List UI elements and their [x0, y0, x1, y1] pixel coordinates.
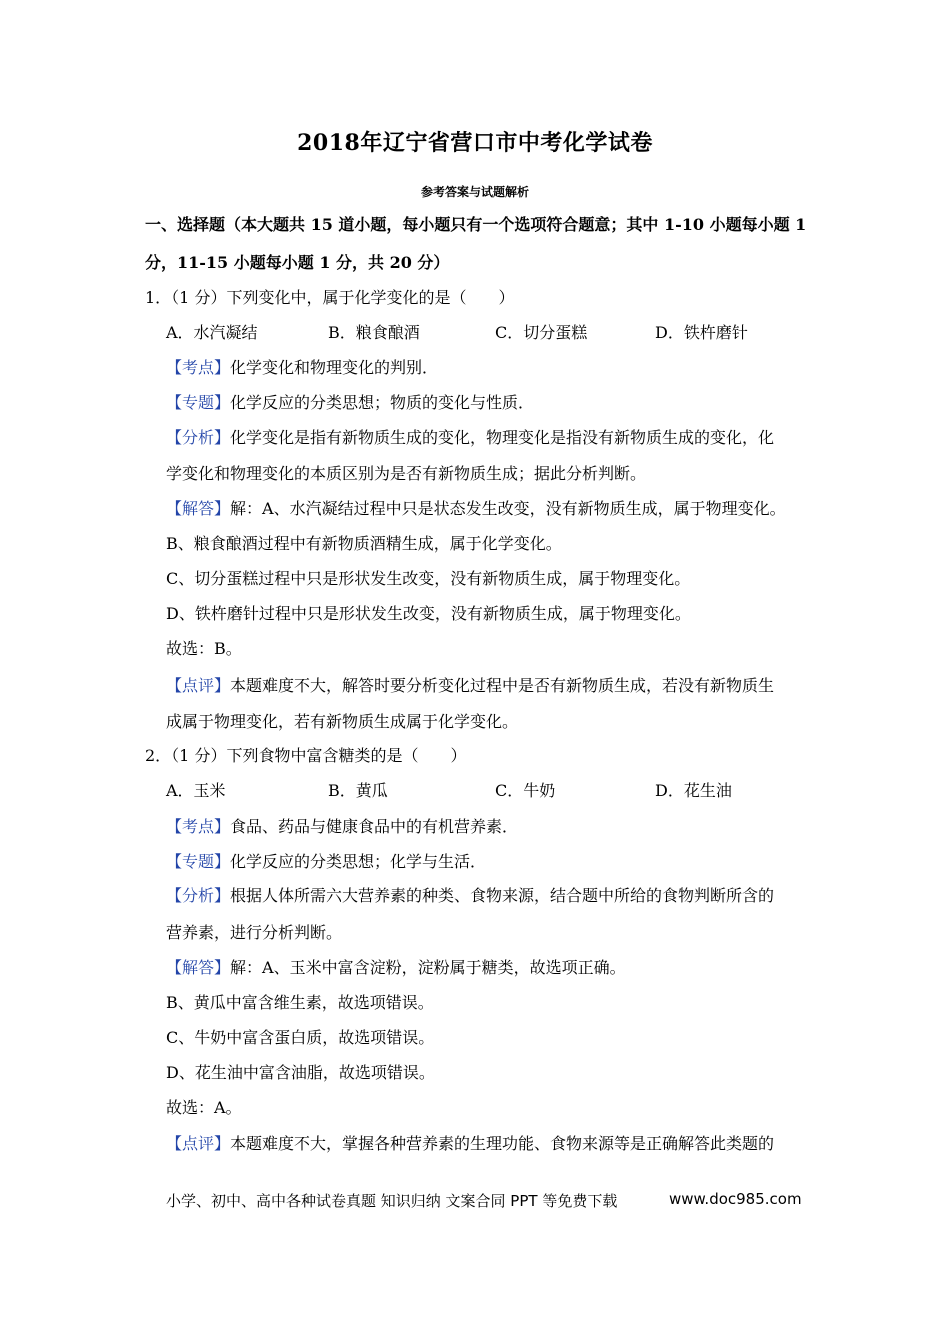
- page-title: 2018年辽宁省营口市中考化学试卷: [297, 130, 653, 156]
- zhuanti-tag: 【专题】: [166, 393, 231, 412]
- zhuanti-text: 化学反应的分类思想；物质的变化与性质．: [230, 393, 535, 412]
- question-1-option-a: A．水汽凝结: [166, 323, 258, 342]
- question-2-jieda-c: C、牛奶中富含蛋白质，故选项错误。: [166, 1028, 435, 1047]
- question-1-zhuanti: [166, 393, 534, 413]
- jieda-tag: 【解答】: [166, 958, 231, 977]
- question-1-jieda-c: C、切分蛋糕过程中只是形状发生改变，没有新物质生成，属于物理变化。: [166, 569, 691, 588]
- zhuanti-tag: 【专题】: [166, 852, 231, 871]
- question-2-stem: 2．（1 分）下列食物中富含糖类的是（ ）: [145, 746, 467, 765]
- jieda-text: 解：A、玉米中富含淀粉，淀粉属于糖类，故选项正确。: [230, 958, 626, 977]
- dianping-text: 本题难度不大，解答时要分析变化过程中是否有新物质生成，若没有新物质生: [230, 676, 775, 695]
- jieda-tag: 【解答】: [166, 499, 231, 518]
- fenxi-tag: 【分析】: [166, 886, 231, 905]
- question-1-dianping-cont: 成属于物理变化，若有新物质生成属于化学变化。: [166, 712, 519, 731]
- page-subtitle: 参考答案与试题解析: [420, 185, 529, 199]
- dianping-tag: 【点评】: [166, 676, 231, 695]
- question-2-kaodian: [166, 817, 518, 837]
- fenxi-tag: 【分析】: [166, 428, 231, 447]
- question-2-jieda-d: D、花生油中富含油脂，故选项错误。: [166, 1063, 435, 1082]
- question-2-fenxi-cont: 营养素，进行分析判断。: [166, 923, 343, 942]
- question-1-jieda-d: D、铁杵磨针过程中只是形状发生改变，没有新物质生成，属于物理变化。: [166, 604, 691, 623]
- kaodian-tag: 【考点】: [166, 817, 231, 836]
- kaodian-text: 化学变化和物理变化的判别．: [230, 358, 439, 377]
- question-1-fenxi: [166, 428, 774, 448]
- question-1-answer: 故选：B。: [166, 639, 242, 658]
- question-1-option-b: B．粮食酿酒: [328, 323, 420, 342]
- question-1-option-d: D．铁杵磨针: [655, 323, 748, 342]
- kaodian-text: 食品、药品与健康食品中的有机营养素．: [230, 817, 519, 836]
- dianping-text: 本题难度不大，掌握各种营养素的生理功能、食物来源等是正确解答此类题的: [230, 1134, 775, 1153]
- question-2-dianping: [166, 1134, 774, 1154]
- question-1-dianping: [166, 676, 774, 696]
- kaodian-tag: 【考点】: [166, 358, 231, 377]
- question-2-jieda: [166, 958, 626, 978]
- section-heading-line1: 一、选择题（本大题共 15 道小题，每小题只有一个选项符合题意；其中 1-10 小题每小题 1: [145, 215, 807, 234]
- question-1-jieda-b: B、粮食酿酒过程中有新物质酒精生成，属于化学变化。: [166, 534, 562, 553]
- question-2-option-d: D．花生油: [655, 781, 732, 800]
- question-2-option-a: A．玉米: [166, 781, 226, 800]
- question-2-zhuanti: [166, 852, 486, 872]
- fenxi-text: 根据人体所需六大营养素的种类、食物来源，结合题中所给的食物判断所含的: [230, 886, 775, 905]
- question-1-option-c: C．切分蛋糕: [495, 323, 588, 342]
- footer-text: 小学、初中、高中各种试卷真题 知识归纳 文案合同 PPT 等免费下载: [166, 1192, 618, 1210]
- question-1-stem: 1．（1 分）下列变化中，属于化学变化的是（ ）: [145, 288, 515, 307]
- question-2-answer: 故选：A。: [166, 1098, 242, 1117]
- question-2-jieda-b: B、黄瓜中富含维生素，故选项错误。: [166, 993, 434, 1012]
- question-2-option-c: C．牛奶: [495, 781, 556, 800]
- question-2-fenxi: [166, 886, 774, 906]
- zhuanti-text: 化学反应的分类思想；化学与生活．: [230, 852, 487, 871]
- question-1-jieda: [166, 499, 786, 519]
- question-1-fenxi-cont: 学变化和物理变化的本质区别为是否有新物质生成；据此分析判断。: [166, 464, 647, 483]
- jieda-text: 解：A、水汽凝结过程中只是状态发生改变，没有新物质生成，属于物理变化。: [230, 499, 786, 518]
- question-2-option-b: B．黄瓜: [328, 781, 388, 800]
- fenxi-text: 化学变化是指有新物质生成的变化，物理变化是指没有新物质生成的变化，化: [230, 428, 775, 447]
- question-1-kaodian: [166, 358, 438, 378]
- footer-url[interactable]: www.doc985.com: [669, 1190, 802, 1208]
- dianping-tag: 【点评】: [166, 1134, 231, 1153]
- section-heading-line2: 分，11-15 小题每小题 1 分，共 20 分）: [145, 253, 450, 272]
